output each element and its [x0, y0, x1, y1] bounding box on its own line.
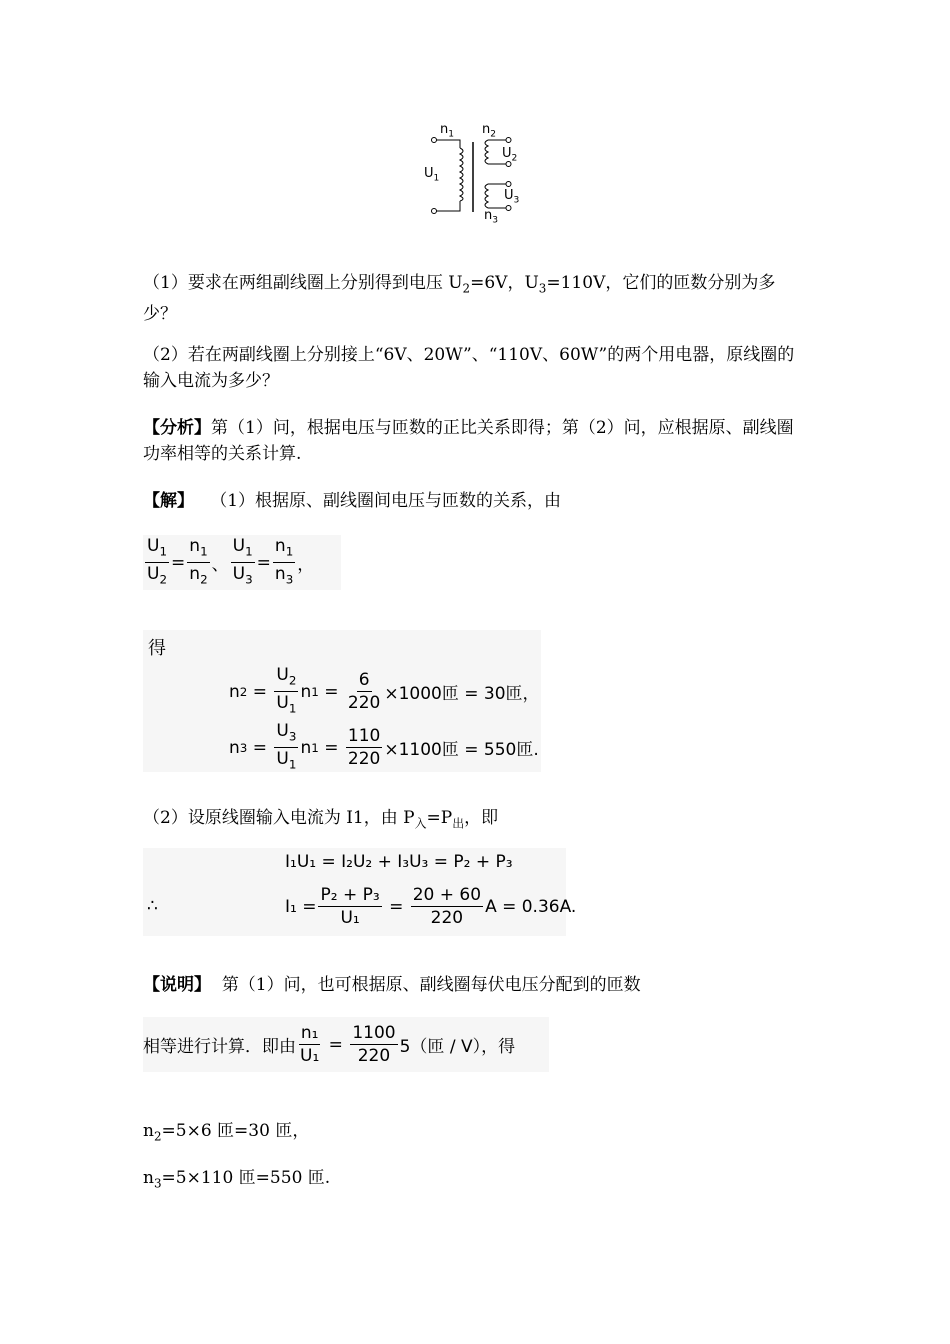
question-2: （2）若在两副线圈上分别接上“6V、20W”、“110V、60W”的两个用电器，原线圈的输入电流为多少？	[143, 345, 795, 391]
therefore-symbol: ∴	[147, 896, 158, 916]
turns-calculation	[143, 630, 541, 772]
ratio-equation: $\frac{U_1}{U_2}$ = $\frac{n_1}{n_2}$ 、 $\frac{U_1}{U_3}$ = $\frac{n_1}{n_3}$ ，	[143, 535, 341, 590]
label-n3: $n_3$	[484, 208, 499, 226]
n2-equation: n 2 = $\frac{U_2}{U_1}$ n 1 = $\frac{6}{220}$ ×1000匝 = 30匝，	[229, 665, 540, 716]
label-u1: $U_1$	[424, 166, 440, 184]
analysis-label: 【分析】	[143, 418, 211, 438]
i1-equation: I₁ = $\frac{\text{P₂ + P₃}}{\text{U₁}}$ = $\frac{20 + 60}{220}$ A = 0.36A.	[285, 885, 577, 928]
n3-equation: n 3 = $\frac{U_3}{U_1}$ n 1 = $\frac{110}{220}$ ×1100匝 = 550匝.	[229, 721, 539, 772]
label-n2: $n_2$	[482, 122, 497, 140]
per-volt-equation: 相等进行计算．即由 $\frac{\text{n₁}}{\text{U₁}}$ = $\frac{1100}{220}$ 5（匝 / V），得	[143, 1017, 549, 1072]
part-2-text: （2）设原线圈输入电流为 I1，由 $P_入=P_出$，即	[143, 808, 499, 831]
analysis-paragraph: 【分析】第（1）问，根据电压与匝数的正比关系即得；第（2）问，应根据原、副线圈功率相等的关系计算.	[143, 418, 794, 464]
de-label: 得	[148, 638, 166, 659]
result-n3: $n_3=5\times 110$ 匝=550 匝.	[143, 1168, 331, 1191]
label-n1: $n_1$	[440, 122, 455, 140]
solution-label: 【解】	[143, 491, 194, 511]
note-paragraph: 【说明】 第（1）问，也可根据原、副线圈每伏电压分配到的匝数	[143, 975, 641, 995]
transformer-diagram	[420, 118, 530, 228]
current-calculation	[143, 848, 577, 936]
note-label: 【说明】	[143, 975, 211, 995]
question-1: （1）要求在两组副线圈上分别得到电压 $U_2=6V$，$U_3=110V$，它们的匝数分别为多少？	[143, 273, 776, 325]
label-u3: $U_3$	[504, 188, 520, 206]
power-balance-equation: I₁U₁ = I₂U₂ + I₃U₃ = P₂ + P₃	[285, 852, 513, 872]
label-u2: $U_2$	[502, 146, 518, 164]
solution-paragraph: 【解】 （1）根据原、副线圈间电压与匝数的关系，由	[143, 491, 562, 511]
result-n2: $n_2=5\times 6$ 匝=30 匝，	[143, 1121, 310, 1144]
